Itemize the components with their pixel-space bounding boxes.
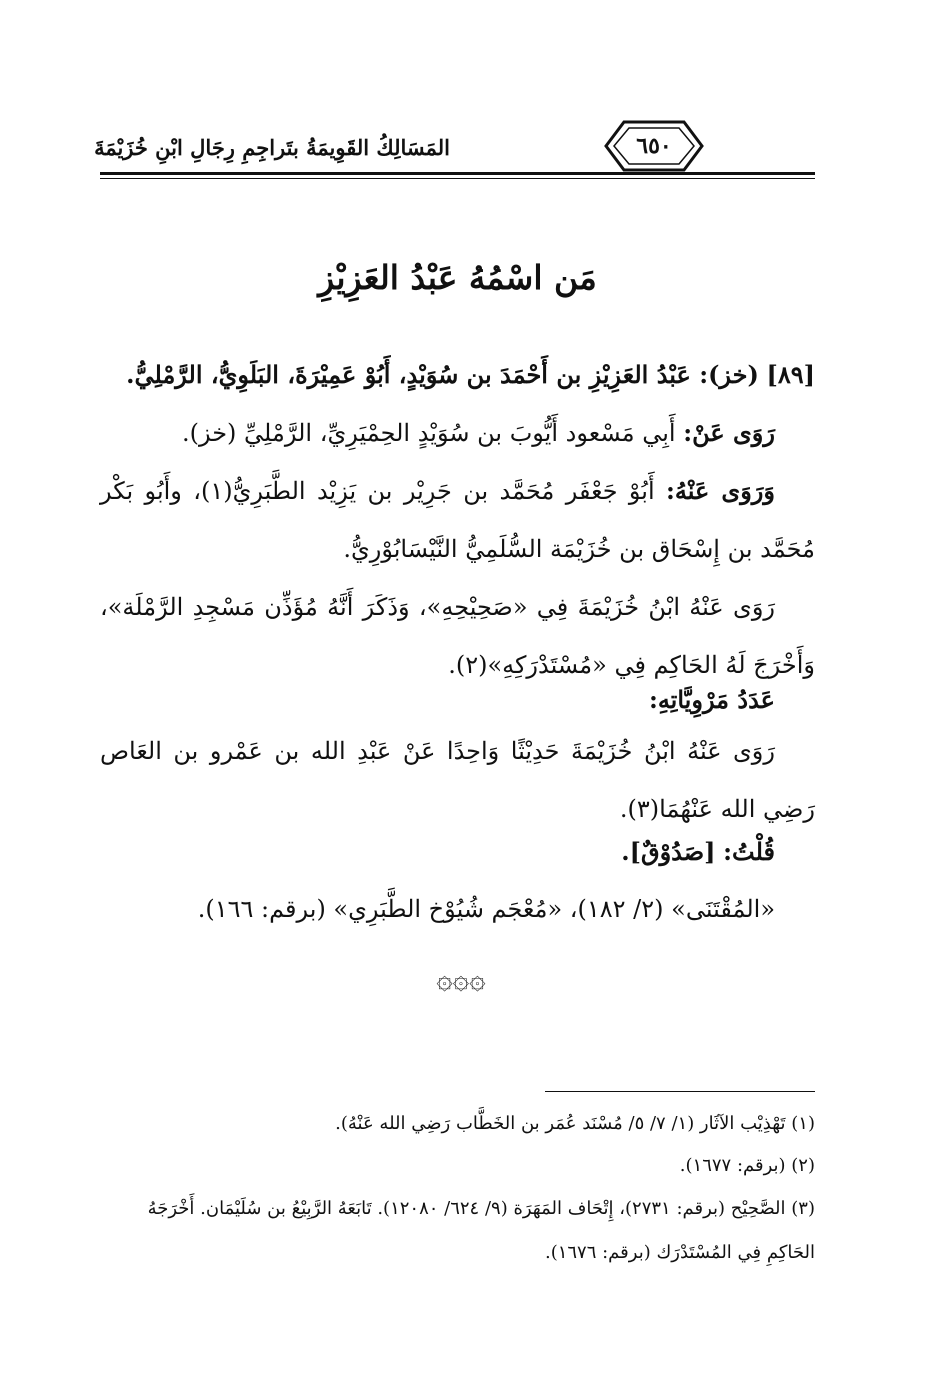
footnote-1: (١) تَهْذِيْب الآثَار (١/ ٧/ ٥/ مُسْنَد عُمَر بن الخَطَّاب رَضِي الله عَنْهُ). <box>335 1113 815 1134</box>
narrated-from-text: أَبِي مَسْعود أَيُّوبَ بن سُوَيْدٍ الحِمْيَرِيِّ، الرَّمْلِيِّ (خز). <box>181 419 676 447</box>
entry-heading <box>100 346 815 404</box>
verdict-paragraph <box>100 823 815 881</box>
header-rule-thick <box>100 172 815 175</box>
sources-paragraph: «المُقْتَنَى» (٢/ ١٨٢)، «مُعْجَم شُيُوْخ الطَّبَرِي» (برقم: ١٦٦). <box>197 895 775 923</box>
verdict-text: [صَدُوْقٌ]. <box>621 837 716 866</box>
footnote-rule <box>545 1091 815 1092</box>
verdict-label: قُلْتُ: <box>723 837 775 866</box>
footnote-2: (٢) (برقم: ١٦٧٧). <box>679 1155 815 1176</box>
header-rule-thin <box>100 178 815 179</box>
page-number-badge <box>602 118 706 174</box>
narrated-from-label: رَوَى عَنْ: <box>683 418 775 447</box>
entry-name: (خز): عَبْدُ العَزِيْزِ بن أَحْمَدَ بن سُوَيْدٍ، أَبُوْ عَمِيْرَةَ، البَلَوِيُّ، الرَّمْلِيُّ. <box>126 360 759 389</box>
entry-number: [٨٩] <box>766 360 815 389</box>
narrated-by-text: أَبُوْ جَعْفَر مُحَمَّد بن جَرِيْر بن يَزِيْد الطَّبَرِيُّ(١)، وأَبُو بَكْر مُحَمَّد بن إِسْحَاق بن خُزَيْمَة السُّلَمِيُّ النَّيْسَابُوْرِيُّ. <box>100 477 815 563</box>
narration-note: رَوَى عَنْهُ ابْنُ خُزَيْمَةَ فِي «صَحِيْحِهِ»، وَذَكَرَ أَنَّهُ مُؤَذِّن مَسْجِدِ الرَّمْلَة»، وَأَخْرَجَ لَهُ الحَاكِم فِي «مُسْتَدْرَكِهِ»(٢). <box>100 593 815 679</box>
narrated-from-paragraph <box>100 404 815 462</box>
narrated-by-label: وَرَوَى عَنْهُ: <box>666 476 775 505</box>
section-title: مَن اسْمُهُ عَبْدُ العَزِيْزِ <box>318 258 597 297</box>
narrations-count-heading: عَدَدُ مَرْوِيَّاتِهِ: <box>648 685 775 714</box>
narrated-by-paragraph <box>100 462 815 578</box>
narrations-count-text: رَوَى عَنْهُ ابْنُ خُزَيْمَةَ حَدِيْثًا وَاحِدًا عَنْ عَبْدِ الله بن عَمْرو بن العَاص رَضِي الله عَنْهُمَا(٣). <box>100 737 815 823</box>
page-number: ٦٥٠ <box>636 133 672 159</box>
divider-stars-icon: ۞۞۞ <box>436 962 486 995</box>
footnote-3: (٣) الصَّحِيْح (برقم: ٢٧٣١)، إِتْحَاف المَهَرَة (٩/ ٦٢٤/ ١٢٠٨٠). تَابَعَهُ الرَّبِيْعُ بن سُلَيْمَان. أَخْرَجَهُ الحَاكِمِ فِي المُسْتَدْرَك (برقم: ١٦٧٦). <box>147 1198 815 1263</box>
running-title: المَسَالِكُ القَوِيمَةُ بتَراجِمِ رِجَالِ ابْنِ خُزَيْمَةَ <box>94 135 450 160</box>
